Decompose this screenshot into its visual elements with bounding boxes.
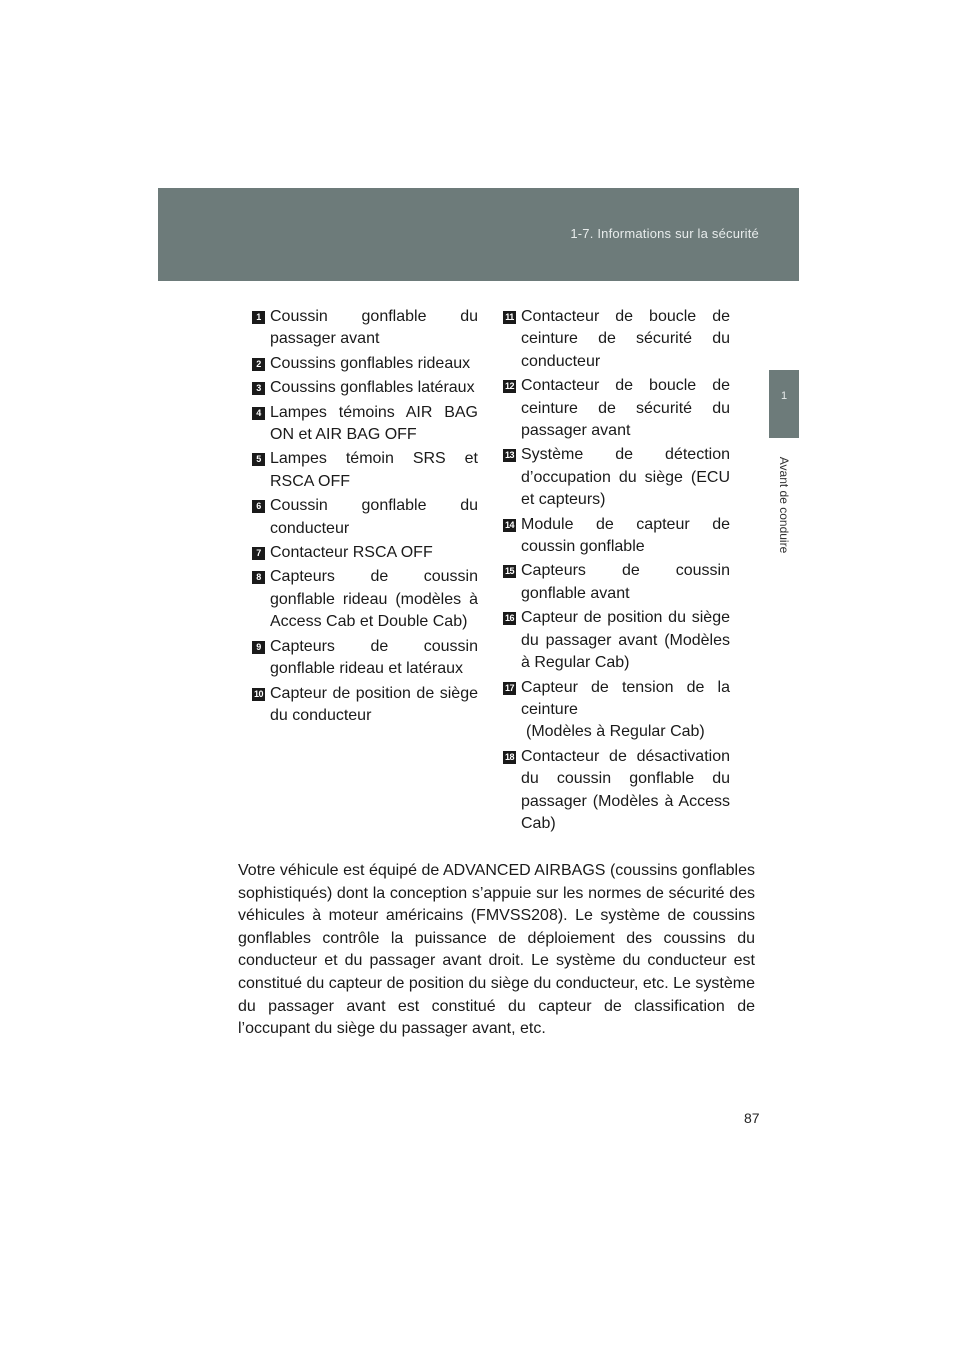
item-text: Système de détection d’occupation du siège (ECU et capteurs) (521, 446, 730, 509)
item-text: Contacteur de désactivation du coussin gonflable du passager (Modèles à Access Cab) (521, 747, 730, 832)
legend-item (503, 677, 730, 744)
chapter-tab (769, 370, 799, 438)
legend-item (252, 353, 478, 375)
item-number-badge: 17 (504, 682, 514, 693)
item-number-badge: 12 (504, 381, 514, 392)
item-text: Capteurs de coussin gonflable rideau (modèles à Access Cab et Double Cab) (270, 568, 478, 631)
legend-item (503, 746, 730, 836)
legend-item (252, 636, 478, 681)
item-number-badge: 10 (253, 688, 263, 699)
legend-item (252, 448, 478, 493)
legend-item (503, 607, 730, 674)
item-number-badge: 2 (252, 358, 265, 371)
item-text: Lampes témoins AIR BAG ON et AIR BAG OFF (270, 403, 478, 444)
item-number-badge: 4 (252, 407, 265, 420)
legend-item (252, 495, 478, 540)
item-text: Contacteur de boucle de ceinture de sécurité du conducteur (521, 308, 730, 370)
section-title: 1-7. Informations sur la sécurité (570, 226, 759, 241)
body-paragraph: Votre véhicule est équipé de ADVANCED AIRBAGS (coussins gonflables sophistiqués) dont la conception s’appuie sur les normes de sécurité des véhicules à moteur américains (FMVSS208). Le système de coussins gonflables contrôle la puissance de déploiement des coussins du conducteur et du passager avant droit. Le système du conducteur est constitué du capteur de position du siège du conducteur, etc. Le système du passager avant est constitué du capteur de classification de l’occupant du siège du passager avant, etc. (238, 862, 755, 1038)
legend-column-left (252, 306, 478, 729)
item-text: Lampes témoin SRS et RSCA OFF (270, 450, 478, 490)
legend-item (252, 542, 478, 564)
item-number-badge: 11 (503, 311, 516, 324)
legend-item (503, 514, 730, 559)
legend-item (503, 560, 730, 605)
item-text: Coussins gonflables latéraux (270, 379, 475, 397)
item-number-badge: 16 (504, 613, 514, 624)
legend-item (503, 375, 730, 442)
item-text: Capteur de position de siège du conducteur (270, 684, 478, 724)
item-number-badge: 1 (252, 311, 265, 324)
item-number-badge: 6 (252, 500, 265, 513)
item-number-badge: 15 (504, 566, 514, 577)
item-text: Capteurs de coussin gonflable avant (521, 562, 730, 602)
legend-item (503, 306, 730, 373)
item-number-badge: 3 (252, 382, 265, 395)
item-number-badge: 7 (252, 547, 265, 560)
page-number: 87 (744, 1110, 760, 1126)
legend-column-right (503, 306, 730, 837)
item-text: Contacteur RSCA OFF (270, 544, 433, 562)
item-text: Capteur de position du siège du passager avant (Modèles à Regular Cab) (521, 609, 730, 672)
item-text: Coussin gonflable du conducteur (270, 497, 478, 537)
item-text: Contacteur de boucle de ceinture de sécurité du passager avant (521, 377, 730, 440)
item-number-badge: 5 (252, 453, 265, 466)
item-text: Capteurs de coussin gonflable rideau et latéraux (270, 637, 478, 678)
item-text: Module de capteur de coussin gonflable (521, 515, 730, 556)
item-number-badge: 8 (252, 571, 265, 584)
legend-item (252, 377, 478, 399)
item-note: (Modèles à Regular Cab) (526, 723, 705, 741)
item-number-badge: 13 (504, 450, 514, 461)
legend-item (252, 402, 478, 447)
item-text: Coussins gonflables rideaux (270, 354, 471, 372)
legend-item (252, 306, 478, 351)
section-header-band (158, 188, 799, 281)
item-number-badge: 18 (504, 751, 514, 762)
chapter-label: Avant de conduire (777, 456, 791, 554)
legend-item (503, 444, 730, 511)
item-text: Capteur de tension de la ceinture (521, 678, 730, 718)
legend-item (252, 683, 478, 728)
item-text: Coussin gonflable du passager avant (270, 308, 478, 348)
item-number-badge: 14 (504, 519, 514, 530)
chapter-number: 1 (780, 390, 788, 402)
item-number-badge: 9 (252, 641, 265, 654)
legend-item (252, 566, 478, 633)
